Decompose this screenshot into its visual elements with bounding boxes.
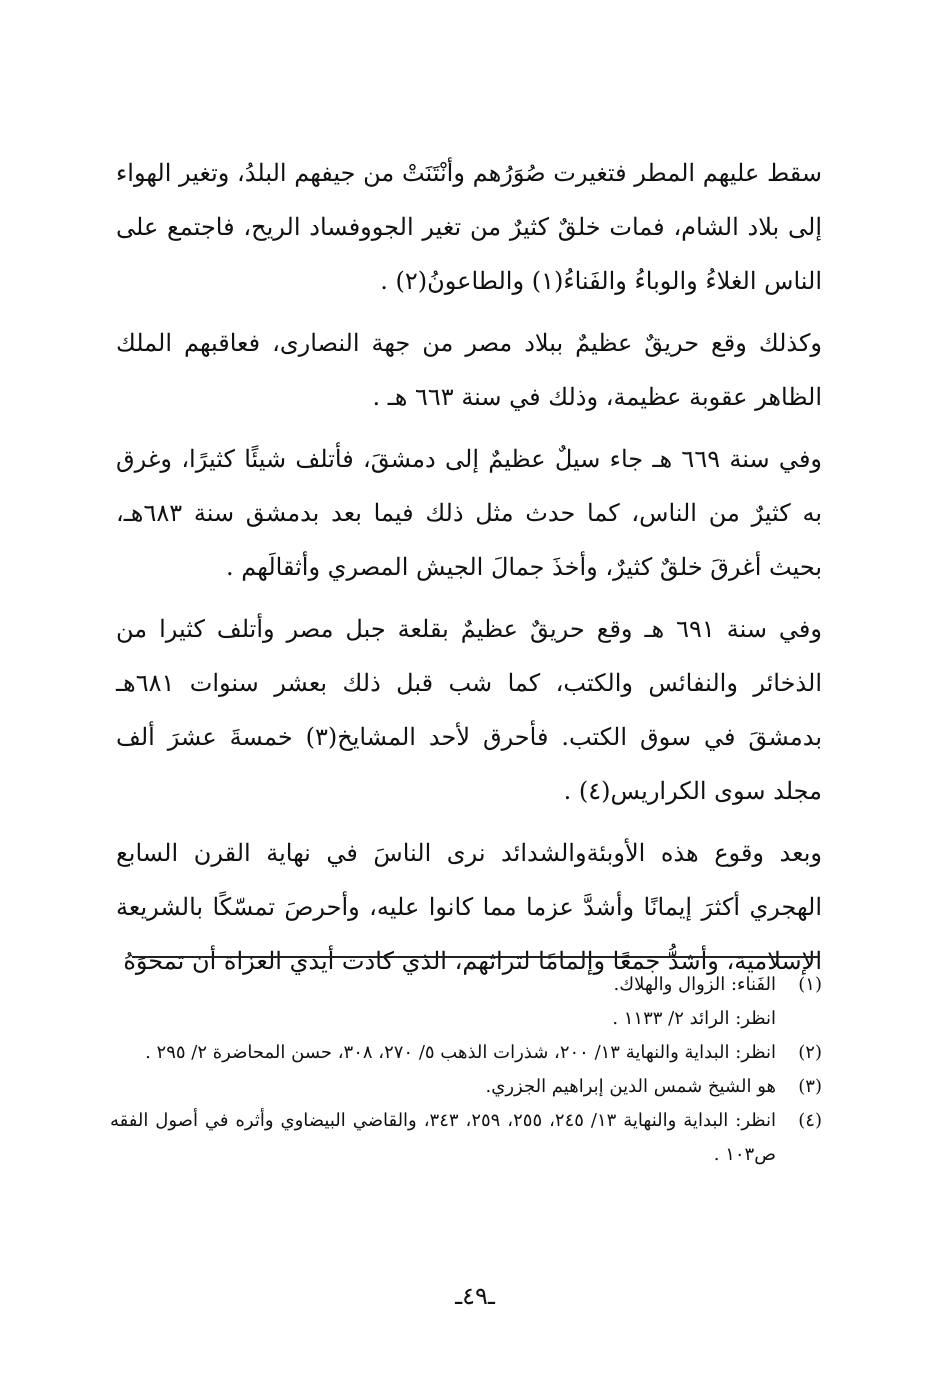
footnote-line: الفَناء: الزوال والهلاك. [613,974,776,995]
footnote-number: (٤) [798,1110,822,1131]
footnotes [110,968,822,1172]
footnote-number: (١) [798,974,822,995]
footnote-line: هو الشيخ شمس الدين إبراهيم الجزري. [485,1076,776,1097]
footnote-line: انظر: البداية والنهاية ١٣/ ٢٠٠، شذرات الذهب ٥/ ٢٧٠، ٣٠٨، حسن المحاضرة ٢/ ٢٩٥ . [145,1042,776,1063]
footnote-2 [110,1036,822,1070]
page-number: ـ٤٩ـ [455,1282,495,1310]
footnote-line: انظر: البداية والنهاية ١٣/ ٢٤٥، ٢٥٥، ٢٥٩، ٣٤٣، والقاضي البيضاوي وأثره في أصول الفقه ص١٠٣ . [110,1110,777,1165]
footnote-line: انظر: الرائد ٢/ ١١٣٣ . [612,1008,776,1029]
paragraph-1: سقط عليهم المطر فتغيرت صُوَرُهم وأنْتَنَتْ من جيفهم البلدُ، وتغير الهواء إلى بلاد الشام، فمات خلقٌ كثيرٌ من تغير الجووفساد الريح، فاجتمع على الناس الغلاءُ والوباءُ والفَناءُ(١) والطاعونُ(٢) . [116,159,823,295]
paragraph-3: وفي سنة ٦٦٩ هـ جاء سيلٌ عظيمٌ إلى دمشقَ، فأتلف شيئًا كثيرًا، وغرق به كثيرٌ من الناس، كما حدث مثل ذلك فيما بعد بدمشق سنة ٦٨٣هـ، بحيث أغرقَ خلقٌ كثيرٌ، وأخذَ جمالَ الجيش المصري وأثقالَهم . [116,445,823,581]
footnote-3 [110,1070,822,1104]
paragraph-5: وبعد وقوع هذه الأوبئةوالشدائد نرى الناسَ في نهاية القرن السابع الهجري أكثرَ إيمانًا وأشدَّ عزما مما كانوا عليه، وأحرصَ تمسّكًا بالشريعة الإسلامية، وأشدُّ جمعًا وإلمامًا لتراثهم، الذي كادت أيدي الغزاة أن تمحوَهُ [116,839,822,975]
paragraph-4: وفي سنة ٦٩١ هـ وقع حريقٌ عظيمٌ بقلعة جبل مصر وأتلف كثيرا من الذخائر والنفائس والكتب، كما شب قبل ذلك بعشر سنوات ٦٨١هـ بدمشقَ في سوق الكتب. فأحرق لأحد المشايخ(٣) خمسةَ عشرَ ألف مجلد سوى الكراريس(٤) . [116,615,822,805]
footnote-number: (٣) [798,1076,822,1097]
footnote-divider [132,956,820,958]
main-text [116,146,822,996]
paragraph-2: وكذلك وقع حريقٌ عظيمٌ ببلاد مصر من جهة النصارى، فعاقبهم الملك الظاهر عقوبة عظيمة، وذلك في سنة ٦٦٣ هـ . [116,329,822,411]
footnote-number: (٢) [798,1042,822,1063]
footnote-4 [110,1104,822,1172]
footnote-1 [110,968,822,1036]
